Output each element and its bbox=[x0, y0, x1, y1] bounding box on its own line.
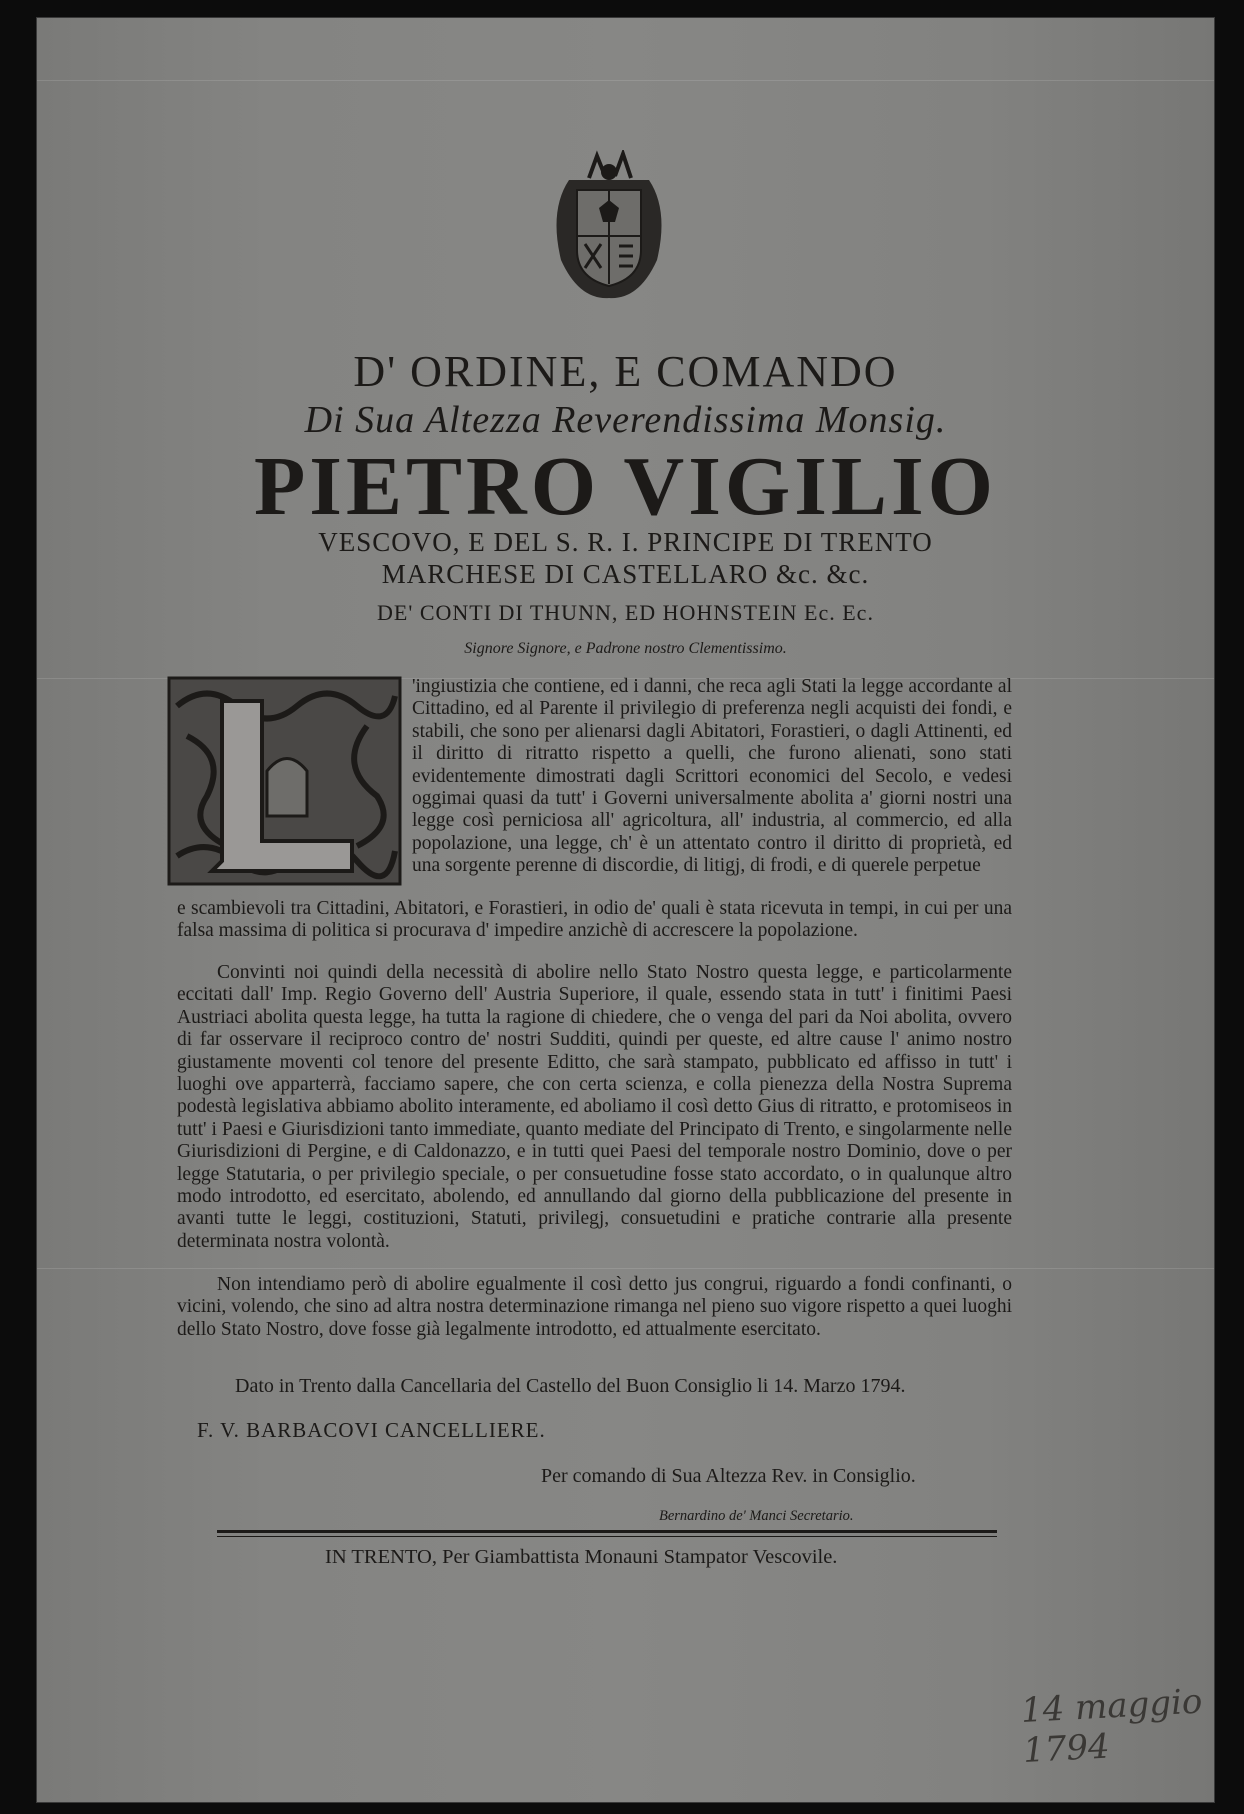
decorated-initial-L-icon bbox=[167, 676, 402, 886]
heading-counts: DE' CONTI DI THUNN, ED HOHNSTEIN Ec. Ec. bbox=[377, 600, 874, 625]
title-line: VESCOVO, E DEL S. R. I. PRINCIPE DI TRENTO bbox=[318, 527, 933, 557]
title-line: MARCHESE DI CASTELLARO &c. &c. bbox=[381, 559, 870, 589]
handwritten-date-note: 14 maggio 1794 bbox=[1020, 1681, 1204, 1771]
paragraph-1-opening: 'ingiustizia che contiene, ed i danni, che reca agli Stati la legge accordante al Cittadino, ed al Parente il privilegio di preferenza negli acquisti dei fondi, e stabili, che sono per alienarsi dagli Abitatori, Forastieri, o dagli Attinenti, ed il diritto di ritratto rispetto a quelli, che furono alienati, sono stati evidentemente dimostrati dagli Scrittori economici del Secolo, e vedesi oggimai quasi da tutt' i Governi universalmente abolita a' giorni nostri una legge così perniciosa all' agricoltura, all' industria, al commercio, ed alla popolazione, una legge, ch' è un attentato contro il diritto di proprietà, ed una sorgente perenne di discordie, di litigj, di frodi, e di querele perpetue bbox=[412, 676, 1012, 877]
paper-fold-line bbox=[37, 80, 1214, 81]
secretary-signature: Bernardino de' Manci Secretario. bbox=[659, 1508, 854, 1524]
paragraph-2: Convinti noi quindi della necessità di abolire nello Stato Nostro questa legge, e particolarmente eccitati dall' Imp. Regio Governo dell' Austria Superiore, il quale, essendo stata in tutt' i finitimi Paesi Austriaci abolita questa legge, ha tutta la ragione di chiedere, che o venga del pari da Noi abolita, ovvero di far osservare il reciproco contro de' nostri Sudditi, quindi per queste, ed altre cause l' animo nostro giustamente moventi col tenore del presente Editto, che sarà stampato, pubblicato ed affisso in tutt' i luoghi ove apparterrà, facciamo sapere, che con certa scienza, e colla pienezza della Nostra Suprema podestà legislativa abbiamo abolito interamente, ed aboliamo il così detto Gius di ritratto, e protomiseos in tutt' i Paesi e Giurisdizioni tanto immediate, quanto mediate del Principato di Trento, e singolarmente nelle Giurisdizioni di Pergine, e di Caldonazzo, e in tutti quei Paesi del temporale nostro Dominio, dove o per legge Statutaria, o per privilegio speciale, o per consuetudine fosse stato accordato, o in qualunque altro modo introdotto, ed esercitato, abolendo, ed annullando dal giorno della pubblicazione del presente in avanti tutte le leggi, costituzioni, Statuti, privilegj, consuetudini e pratiche contrarie alla presente determinata nostra volontà. bbox=[177, 962, 1012, 1252]
document-sheet bbox=[37, 18, 1214, 1802]
heading-name: PIETRO VIGILIO bbox=[254, 440, 997, 533]
divider-rule bbox=[217, 1536, 997, 1537]
order-line: Per comando di Sua Altezza Rev. in Consiglio. bbox=[541, 1465, 916, 1487]
paragraph-3: Non intendiamo però di abolire egualmente il così detto jus congrui, riguardo a fondi confinanti, o vicini, volendo, che sino ad altra nostra determinazione rimanga nel pieno suo vigore rispetto a quei luoghi dello Stato Nostro, dove fosse già legalmente introdotto, ed attualmente esercitato. bbox=[177, 1274, 1012, 1340]
dateline: Dato in Trento dalla Cancellaria del Castello del Buon Consiglio li 14. Marzo 1794. bbox=[235, 1375, 906, 1397]
printer-imprint: IN TRENTO, Per Giambattista Monauni Stampator Vescovile. bbox=[325, 1546, 838, 1568]
heading-order: D' ORDINE, E COMANDO bbox=[353, 347, 898, 396]
heading-salutation: Signore Signore, e Padrone nostro Clementissimo. bbox=[464, 640, 787, 657]
chancellor-signature: F. V. BARBACOVI CANCELLIERE. bbox=[197, 1418, 546, 1442]
heading-authority: Di Sua Altezza Reverendissima Monsig. bbox=[304, 399, 947, 441]
paragraph-1-continued: e scambievoli tra Cittadini, Abitatori, e Forastieri, in odio de' quali è stata ricevuta in tempi, in cui per una falsa massima di politica si procurava d' impedire anzichè di accrescere la popolazione. bbox=[177, 898, 1012, 942]
heading-titles bbox=[37, 526, 1214, 590]
coat-of-arms-icon bbox=[549, 150, 669, 300]
divider-rule bbox=[217, 1530, 997, 1533]
paper-fold-line bbox=[37, 1268, 1214, 1269]
